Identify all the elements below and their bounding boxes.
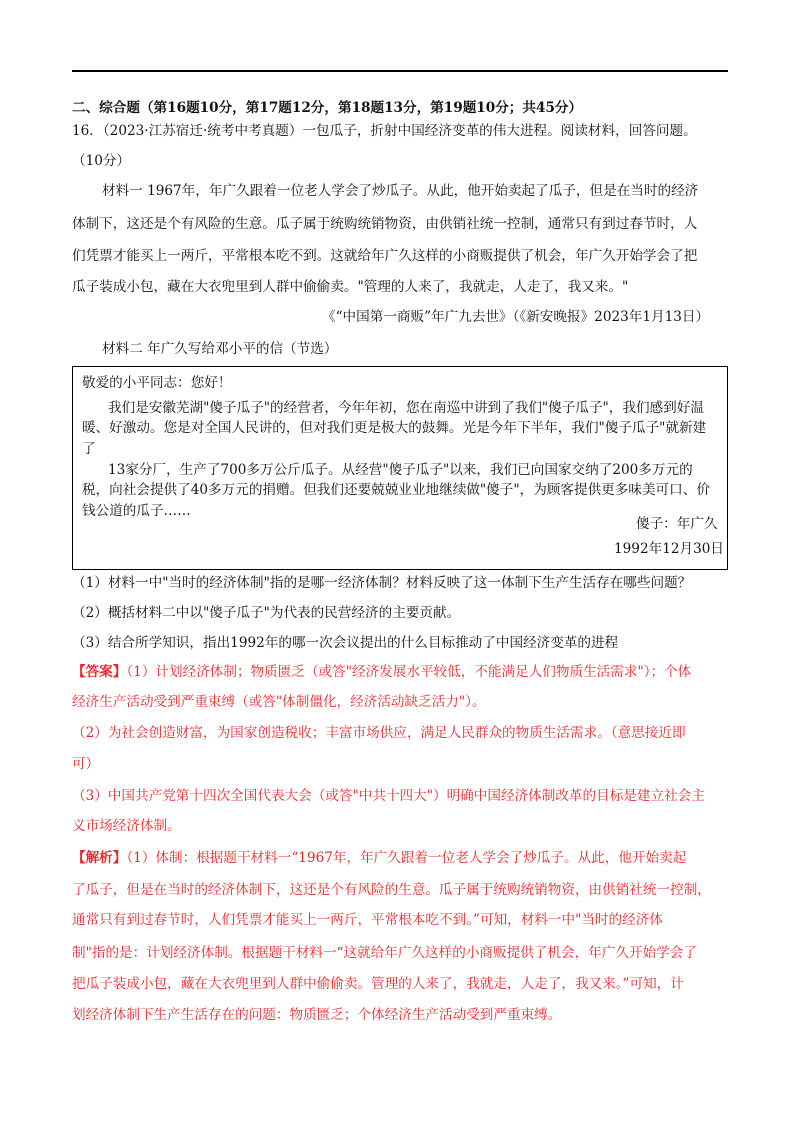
letter-line-1: 我们是安徽芜湖"傻子瓜子"的经营者，今年年初，您在南巡中讲到了我们"傻子瓜子"，我们感到好温 <box>108 400 704 416</box>
analysis-line-2: 了瓜子，但是在当时的经济体制下，这还是个有风险的生意。瓜子属于统购统销物资，由供销社统一控制， <box>72 882 711 898</box>
analysis-line-6: 划经济体制下生产生活存在的问题：物质匮乏；个体经济生产活动受到严重束缚。 <box>72 1007 562 1023</box>
analysis-line-3: 通常只有到过春节时，人们凭票才能买上一两斤，平常根本吃不到。”可知，材料一中"当时的经济体 <box>72 912 663 928</box>
answer-line-5: （3）中国共产党第十四次全国代表大会（或答"中共十四大"）明确中国经济体制改革的目标是建立社会主 <box>72 788 705 804</box>
letter-greeting: 敬爱的小平同志：您好！ <box>82 375 232 391</box>
analysis-tag: 【解析】 <box>72 850 127 866</box>
material1-line-2: 体制下，这还是个有风险的生意。瓜子属于统购统销物资，由供销社统一控制，通常只有到过春节时，人 <box>72 216 698 232</box>
question-line-1: 16．（2023·江苏宿迁·统考中考真题）一包瓜子，折射中国经济变革的伟大进程。阅读材料，回答问题。 <box>72 123 697 139</box>
analysis-line-1 <box>72 848 686 868</box>
answer-line-6: 义市场经济体制。 <box>72 818 181 834</box>
letter-line-4: 13家分厂，生产了700多万公斤瓜子。从经营"傻子瓜子"以来，我们已向国家交纳了200多万元的 <box>108 462 693 478</box>
analysis-line-4: 制"指的是：计划经济体制。根据题干材料一“这就给年广久这样的小商贩提供了机会，年广久开始学会了 <box>72 945 697 961</box>
answer-line-4: 可） <box>72 756 100 772</box>
analysis-text-1: （1）体制：根据题干材料一“1967年，年广久跟着一位老人学会了炒瓜子。从此，他开始卖起 <box>126 850 687 866</box>
letter-line-6: 钱公道的瓜子…… <box>82 503 191 519</box>
material1-line-3: 们凭票才能买上一两斤，平常根本吃不到。这就给年广久这样的小商贩提供了机会，年广久开始学会了把 <box>72 248 698 264</box>
letter-line-3: 了 <box>82 441 96 457</box>
section-heading: 二、综合题（第16题10分，第17题12分，第18题13分，第19题10分；共45分） <box>72 100 583 116</box>
answer-line-1 <box>72 662 691 682</box>
material1-line-1: 材料一 1967年，年广久跟着一位老人学会了炒瓜子。从此，他开始卖起了瓜子，但是在当时的经济 <box>102 183 699 199</box>
answer-text-1: （1）计划经济体制；物质匮乏（或答"经济发展水平较低，不能满足人们物质生活需求"）；个体 <box>126 664 692 680</box>
header-rule <box>72 70 728 72</box>
material1-source: 《“中国第一商贩”年广九去世》（《新安晚报》2023年1月13日） <box>322 309 710 325</box>
question-line-2: （10分） <box>72 153 131 169</box>
material1-line-4: 瓜子装成小包，藏在大衣兜里到人群中偷偷卖。"管理的人来了，我就走，人走了，我又来。" <box>72 279 629 295</box>
analysis-line-5: 把瓜子装成小包，藏在大衣兜里到人群中偷偷卖。管理的人来了，我就走，人走了，我又来。”可知，计 <box>72 976 684 992</box>
material2-title: 材料二 年广久写给邓小平的信（节选） <box>102 341 338 357</box>
subquestion-3: （3）结合所学知识，指出1992年的哪一次会议提出的什么目标推动了中国经济变革的进程 <box>72 635 619 651</box>
letter-line-5: 税，向社会提供了40多万元的捐赠。但我们还要兢兢业业地继续做"傻子"，为顾客提供更多味美可口、价 <box>82 482 710 498</box>
answer-line-2: 经济生产活动受到严重束缚（或答"体制僵化，经济活动缺乏活力"）。 <box>72 694 486 710</box>
letter-line-2: 暖、好激动。您是对全国人民讲的，但对我们更是极大的鼓舞。光是今年下半年，我们"傻子瓜子"就新建 <box>82 420 707 436</box>
subquestion-2: （2）概括材料二中以"傻子瓜子"为代表的民营经济的主要贡献。 <box>72 605 461 621</box>
answer-line-3: （2）为社会创造财富，为国家创造税收；丰富市场供应，满足人民群众的物质生活需求。（意思接近即 <box>72 725 686 741</box>
letter-signature: 傻子：年广久 <box>636 516 718 532</box>
letter-date: 1992年12月30日 <box>614 541 724 557</box>
subquestion-1: （1）材料一中"当时的经济体制"指的是哪一经济体制？材料反映了这一体制下生产生活存在哪些问题？ <box>72 575 692 591</box>
answer-tag: 【答案】 <box>72 664 127 680</box>
